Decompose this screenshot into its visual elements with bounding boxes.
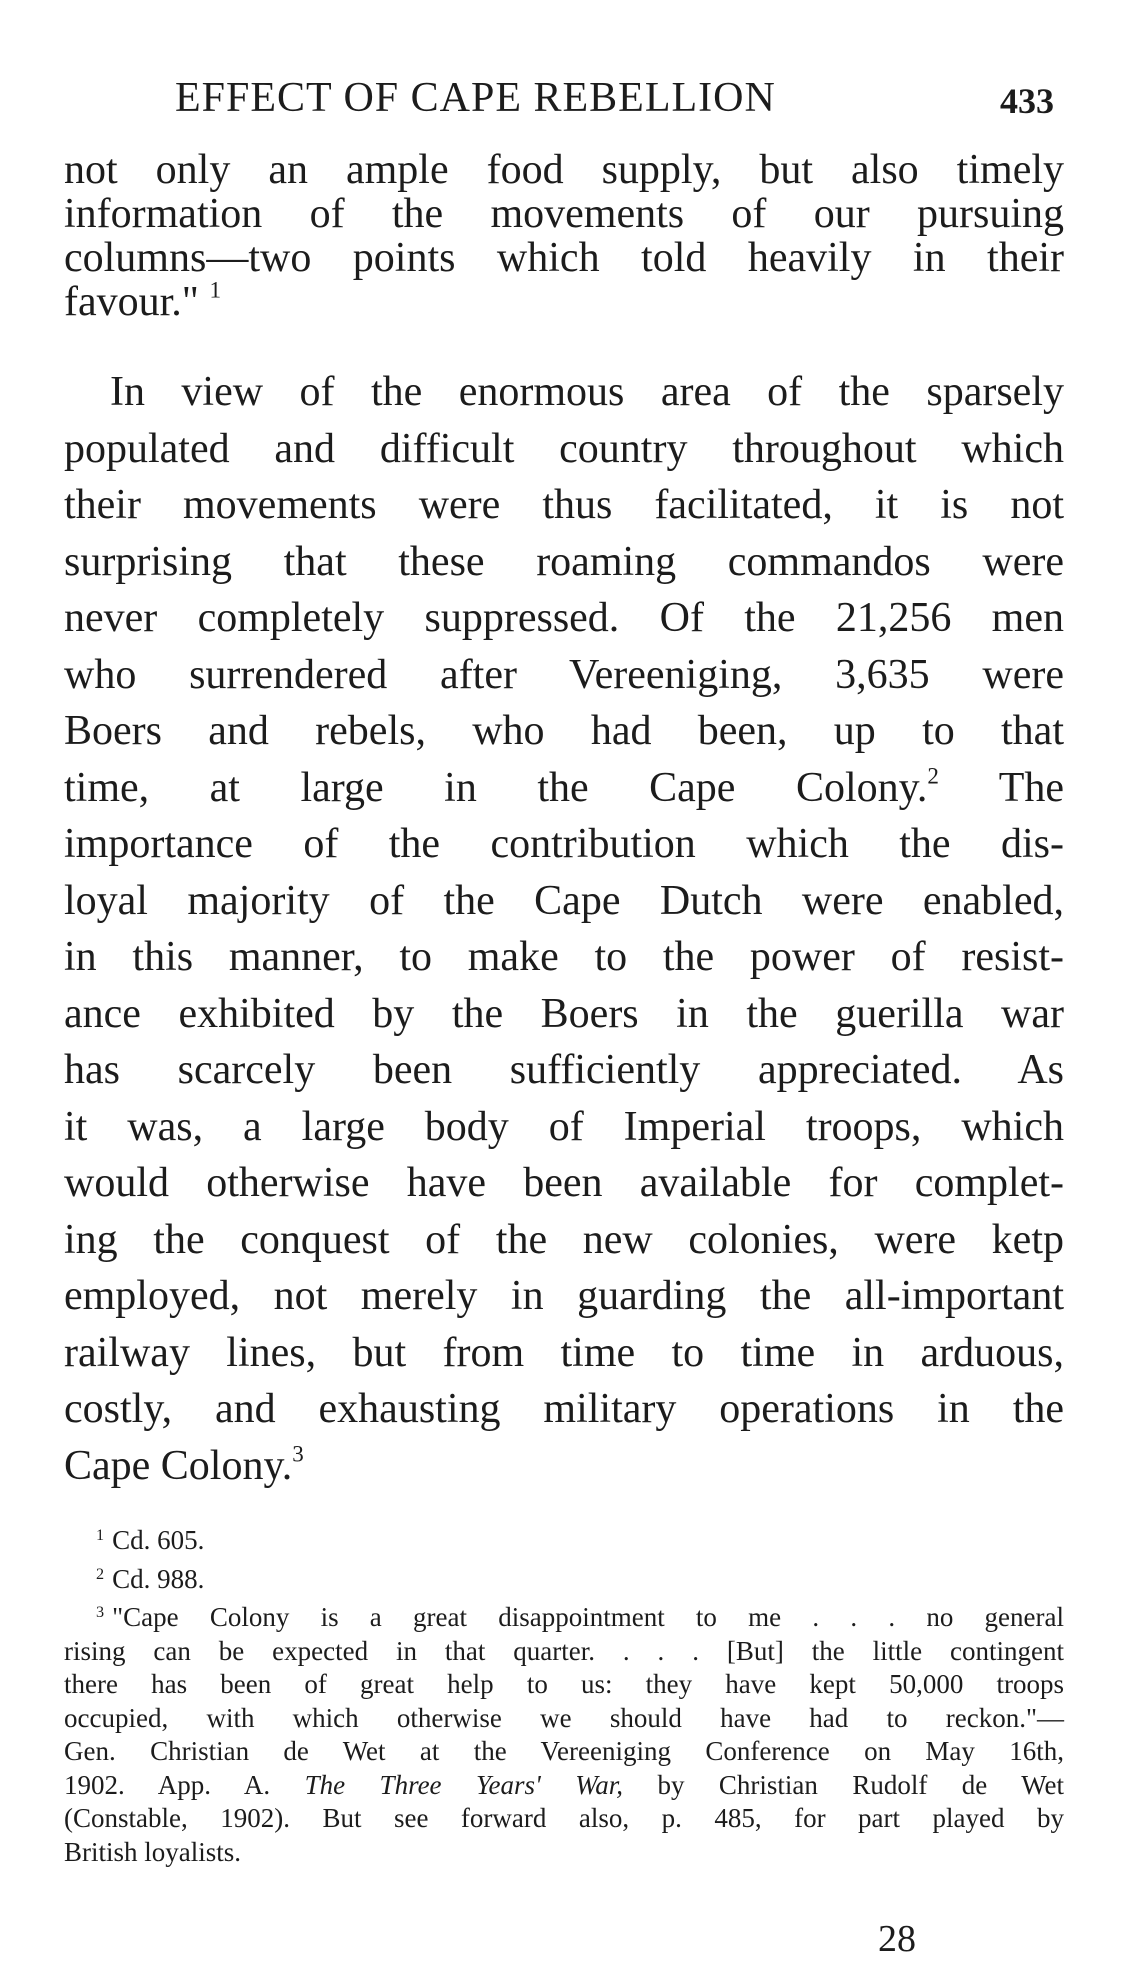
footnote-line (64, 1769, 1064, 1803)
text-line (64, 1438, 1064, 1495)
text-line: ing the conquest of the new colonies, were ketp (64, 1216, 1064, 1263)
text-line-tail: The (998, 764, 1064, 811)
signature-mark: 28 (878, 1918, 916, 1960)
text-line-content: Cape Colony. (64, 1442, 293, 1489)
footnote-ref-1: 1 (209, 276, 221, 303)
continued-quotation (64, 148, 1064, 324)
footnotes (64, 1519, 1064, 1870)
text-line: ance exhibited by the Boers in the guerilla war (64, 990, 1064, 1037)
text-line: railway lines, but from time to time in arduous, (64, 1329, 1064, 1376)
text-line: costly, and exhausting military operations in the (64, 1386, 1064, 1432)
text-line: information of the movements of our pursuing (64, 191, 1064, 237)
text-line: it was, a large body of Imperial troops, which (64, 1103, 1064, 1150)
text-line: who surrendered after Vereeniging, 3,635 were (64, 651, 1064, 698)
text-line (64, 276, 1064, 325)
text-line: surprising that these roaming commandos were (64, 538, 1064, 585)
footnote-line: British loyalists. (64, 1837, 242, 1868)
footnote-line (64, 1596, 1064, 1635)
footnote-ref-2: 2 (927, 762, 939, 789)
footnote-ref-3: 3 (292, 1440, 304, 1467)
text-line: has scarcely been sufficiently appreciated. As (64, 1047, 1064, 1093)
main-paragraph (64, 364, 1064, 1494)
footnote-line: Gen. Christian de Wet at the Vereeniging Conference on May 16th, (64, 1736, 1064, 1767)
footnote-text: 1902. App. A. (64, 1769, 271, 1800)
text-line: never completely suppressed. Of the 21,256 men (64, 595, 1064, 641)
footnote-line: there has been of great help to us: they have kept 50,000 troops (64, 1669, 1064, 1700)
footnote-text: by Christian Rudolf de Wet (657, 1769, 1065, 1800)
footnote-line: occupied, with which otherwise we should have had to reckon."— (64, 1702, 1064, 1733)
footnote-mark: 3 (96, 1603, 105, 1621)
text-line: loyal majority of the Cape Dutch were enabled, (64, 877, 1064, 924)
text-line: Boers and rebels, who had been, up to that (64, 708, 1064, 754)
text-line-content: time, at large in the Cape Colony. (64, 764, 928, 811)
footnote-mark: 1 (96, 1526, 105, 1544)
footnote-text: Cd. 605. (112, 1524, 205, 1555)
text-line: in this manner, to make to the power of resist- (64, 934, 1064, 980)
text-line (64, 760, 1064, 817)
footnote-line: rising can be expected in that quarter. . . . [But] the little contingent (64, 1635, 1064, 1666)
text-line: columns—two points which told heavily in their (64, 235, 1064, 281)
text-line: their movements were thus facilitated, it is not (64, 482, 1064, 528)
text-line: importance of the contribution which the dis- (64, 821, 1064, 867)
footnote-line: (Constable, 1902). But see forward also, p. 485, for part played by (64, 1803, 1064, 1834)
text-line: not only an ample food supply, but also timely (64, 147, 1064, 193)
footnote-text: Cd. 988. (112, 1563, 205, 1594)
footnote-mark: 2 (96, 1564, 105, 1583)
text-line: In view of the enormous area of the sparsely (110, 369, 1064, 415)
footnote-3 (64, 1596, 1064, 1870)
text-line-content: favour." (64, 279, 199, 325)
text-line: employed, not merely in guarding the all-important (64, 1273, 1064, 1319)
footnote-text: "Cape Colony is a great disappointment to me . . . no general (112, 1601, 1064, 1632)
running-title: EFFECT OF CAPE REBELLION (175, 75, 776, 121)
footnote-1 (64, 1519, 1064, 1558)
page-number: 433 (1000, 81, 1054, 121)
text-line: would otherwise have been available for complet- (64, 1160, 1064, 1206)
text-line: populated and difficult country throughout which (64, 425, 1064, 472)
book-title: The Three Years' War, (304, 1769, 624, 1800)
footnote-2 (64, 1558, 1064, 1597)
